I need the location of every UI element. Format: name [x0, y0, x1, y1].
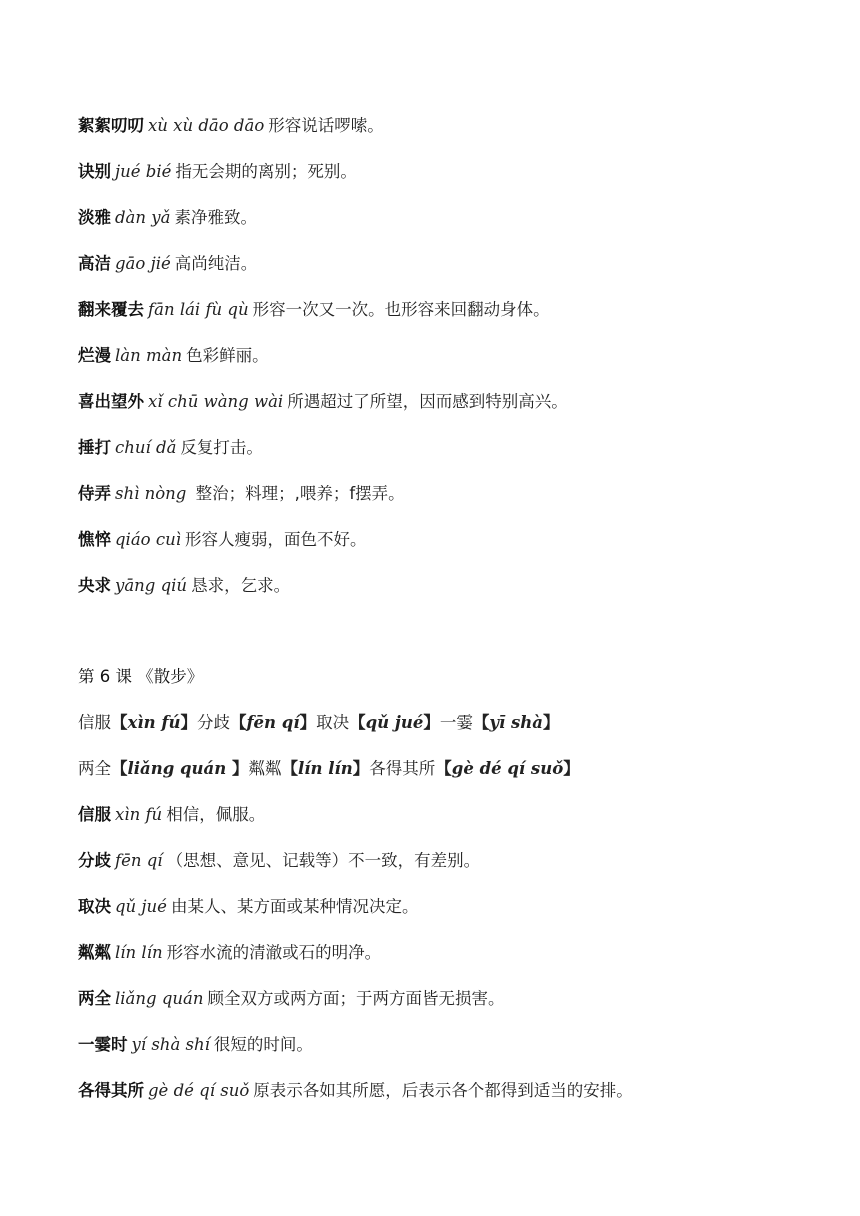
vocab-entry: [78, 940, 820, 966]
close-bracket: 】: [180, 713, 197, 732]
vocab-definition: 相信，佩服。: [166, 805, 266, 824]
vocab-term: 憔悴: [78, 530, 111, 549]
vocab-definition: 由某人、某方面或某种情况决定。: [170, 897, 419, 916]
pair-pinyin: gè dé qí suǒ: [451, 759, 564, 778]
vocab-entry: [78, 848, 820, 874]
vocab-definition: （思想、意见、记载等）不一致，有差别。: [166, 851, 481, 870]
vocab-entry: [78, 573, 820, 599]
vocab-definition: 色彩鲜丽。: [186, 346, 269, 365]
pair-word: 一霎: [439, 713, 473, 732]
pair-word: 分歧: [196, 713, 230, 732]
close-bracket: 】: [542, 713, 560, 732]
pair-word: 各得其所: [369, 759, 436, 778]
open-bracket: 【: [472, 713, 490, 732]
pinyin-list-line: [78, 756, 820, 782]
vocab-entry: [78, 205, 820, 231]
vocab-pinyin: xù xù dāo dāo: [148, 116, 265, 135]
pair-word: 信服: [78, 713, 111, 732]
open-bracket: 【: [281, 759, 298, 778]
vocab-definition: 形容一次又一次。也形容来回翻动身体。: [252, 300, 550, 319]
pair-pinyin: yī shà: [489, 713, 543, 732]
vocab-definition: 整治；料理；,喂养；f摆弄。: [190, 484, 405, 503]
vocab-term: 取决: [78, 897, 111, 916]
vocab-term: 信服: [78, 805, 111, 824]
pair-pinyin: liǎng quán: [127, 759, 232, 778]
close-bracket: 】: [231, 759, 249, 778]
vocab-pinyin: chuí dǎ: [115, 438, 177, 457]
vocab-term: 诀别: [78, 162, 111, 181]
close-bracket: 】: [299, 713, 317, 732]
pair-pinyin: qǔ jué: [365, 713, 424, 732]
vocab-entry: [78, 297, 820, 323]
vocab-pinyin: xǐ chū wàng wài: [148, 392, 284, 411]
vocab-pinyin: gè dé qí suǒ: [148, 1081, 250, 1100]
open-bracket: 【: [435, 759, 452, 778]
pair-pinyin: xìn fú: [127, 713, 181, 732]
vocab-definition: 素净雅致。: [174, 208, 257, 227]
vocab-definition: 反复打击。: [180, 438, 263, 457]
pair-word: 粼粼: [248, 759, 282, 778]
vocab-term: 烂漫: [78, 346, 111, 365]
pair-word: 两全: [78, 759, 111, 778]
vocab-entry: [78, 389, 820, 415]
pinyin-pair: [369, 759, 579, 778]
vocab-pinyin: làn màn: [115, 346, 183, 365]
lesson-heading: 第 6 课 《散步》: [78, 667, 204, 686]
vocab-term: 絮絮叨叨: [78, 116, 144, 135]
vocab-entry: [78, 435, 820, 461]
pinyin-pair: [78, 759, 248, 778]
pinyin-pair: [440, 713, 560, 732]
vocab-definition: 形容说话啰嗦。: [268, 116, 384, 135]
pinyin-list-line: [78, 710, 820, 736]
pair-word: 取决: [316, 713, 350, 732]
vocab-entry: [78, 343, 820, 369]
vocab-term: 一霎时: [78, 1035, 128, 1054]
vocab-definition: 所遇超过了所望，因而感到特别高兴。: [287, 392, 568, 411]
vocab-term: 翻来覆去: [78, 300, 144, 319]
vocab-term: 淡雅: [78, 208, 111, 227]
pinyin-pair: [197, 713, 316, 732]
vocab-pinyin: jué bié: [115, 162, 172, 181]
pinyin-pair: [248, 759, 369, 778]
vocab-pinyin: yí shà shí: [131, 1035, 210, 1054]
vocab-definition: 顾全双方或两方面；于两方面皆无损害。: [207, 989, 505, 1008]
vocab-definition: 形容水流的清澈或石的明净。: [166, 943, 382, 962]
open-bracket: 【: [111, 713, 128, 732]
vocab-entry: [78, 113, 820, 139]
vocab-term: 喜出望外: [78, 392, 144, 411]
vocab-pinyin: yāng qiú: [115, 576, 188, 595]
vocab-definition: 高尚纯洁。: [174, 254, 258, 273]
pinyin-pair: [78, 713, 197, 732]
vocab-entry: [78, 159, 820, 185]
vocab-pinyin: fān lái fù qù: [148, 300, 249, 319]
vocab-term: 两全: [78, 989, 111, 1008]
vocab-entry: [78, 1078, 820, 1104]
vocab-term: 各得其所: [78, 1081, 144, 1100]
close-bracket: 】: [423, 713, 440, 732]
vocab-pinyin: xìn fú: [115, 805, 163, 824]
vocab-definition: 很短的时间。: [213, 1035, 313, 1054]
open-bracket: 【: [229, 713, 247, 732]
vocab-entry: [78, 802, 820, 828]
vocab-pinyin: dàn yǎ: [115, 208, 171, 227]
vocab-term: 分歧: [78, 851, 111, 870]
open-bracket: 【: [349, 713, 366, 732]
vocab-pinyin: qiáo cuì: [115, 530, 181, 549]
vocab-pinyin: liǎng quán: [115, 989, 204, 1008]
close-bracket: 】: [352, 759, 370, 778]
vocab-entry: [78, 986, 820, 1012]
vocab-pinyin: qǔ jué: [115, 897, 167, 916]
vocab-definition: 原表示各如其所愿，后表示各个都得到适当的安排。: [253, 1081, 633, 1100]
open-bracket: 【: [111, 759, 128, 778]
vocab-entry: [78, 481, 820, 507]
vocab-pinyin: shì nòng: [115, 484, 187, 503]
vocab-entry: [78, 1032, 820, 1058]
vocab-term: 侍弄: [78, 484, 111, 503]
vocab-pinyin: fēn qí: [115, 851, 163, 870]
vocab-definition: 形容人瘦弱，面色不好。: [185, 530, 367, 549]
vocab-term: 高洁: [78, 254, 111, 273]
vocab-pinyin: gāo jié: [115, 254, 171, 273]
vocab-term: 捶打: [78, 438, 111, 457]
vocab-pinyin: lín lín: [115, 943, 163, 962]
vocab-definition: 恳求，乞求。: [191, 576, 291, 595]
vocab-term: 粼粼: [78, 943, 111, 962]
vocab-entry: [78, 251, 820, 277]
vocab-term: 央求: [78, 576, 111, 595]
vocab-definition: 指无会期的离别；死别。: [175, 162, 357, 181]
vocab-entry: [78, 894, 820, 920]
pinyin-pair: [316, 713, 440, 732]
close-bracket: 】: [563, 759, 580, 778]
pair-pinyin: fēn qí: [246, 713, 300, 732]
pair-pinyin: lín lín: [297, 759, 353, 778]
vocab-entry: [78, 527, 820, 553]
